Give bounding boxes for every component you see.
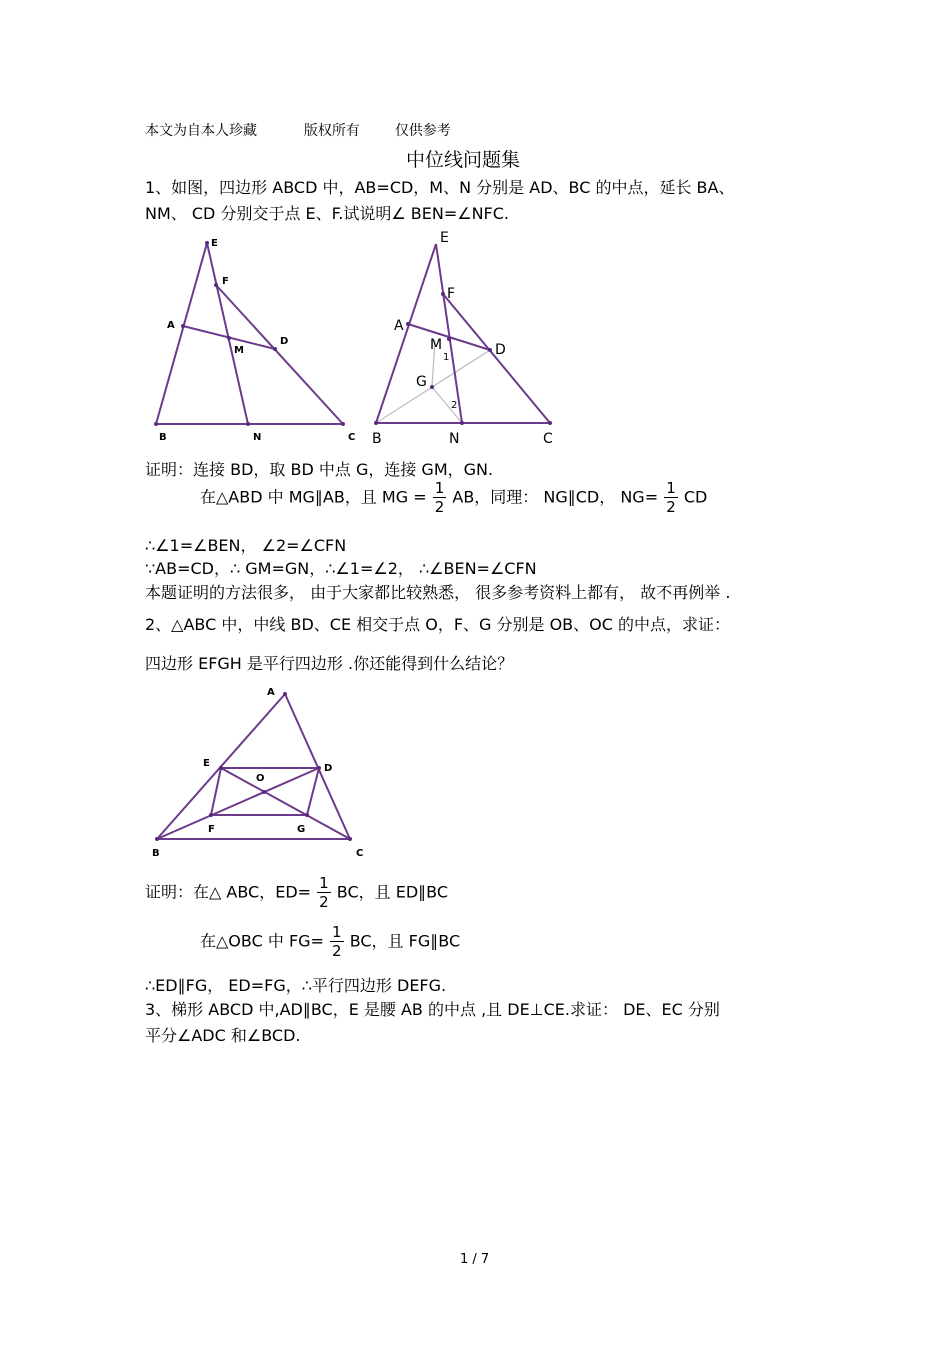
point-label-F: F — [447, 286, 456, 302]
point-label-A: A — [267, 687, 275, 698]
point-label-D: D — [495, 342, 506, 358]
notice-copyright: 版权所有 — [303, 123, 360, 139]
problem1-proof-line3: ∴∠1=∠BEN， ∠2=∠CFN — [145, 536, 347, 555]
header-notice — [145, 120, 451, 140]
segment-BD — [157, 768, 319, 839]
point-label-N: N — [253, 432, 262, 443]
problem2-proof-line3: ∴ED∥FG， ED=FG，∴平行四边形 DEFG. — [145, 976, 447, 995]
problem2-line2: 四边形 EFGH 是平行四边形 .你还能得到什么结论？ — [145, 654, 514, 673]
point-label-D: D — [324, 763, 333, 774]
point-label-E: E — [211, 238, 218, 249]
fraction-one-half: $\frac{1}{2}$ — [666, 479, 676, 516]
point-label-E: E — [440, 230, 449, 246]
problem2-figure — [145, 682, 380, 862]
point-label-G: G — [297, 824, 306, 835]
problem1-figure-right — [365, 226, 565, 451]
segment-EB — [156, 243, 207, 424]
point-label-F: F — [222, 276, 229, 287]
problem1-line1: 1、如图，四边形 ABCD 中，AB=CD，M、N 分别是 AD、BC 的中点，延长 BA、 — [145, 178, 735, 197]
segment-GD — [307, 768, 319, 815]
angle-label-2: 2 — [451, 400, 458, 411]
problem2-proof-line2: 在△OBC 中 FG= $\frac{1}{2}$ BC，且 FG∥BC — [200, 923, 461, 960]
point-label-N: N — [449, 431, 460, 447]
problem1-proof-line1: 证明：连接 BD，取 BD 中点 G，连接 GM，GN. — [145, 460, 494, 479]
angle-label-1: 1 — [443, 352, 450, 363]
problem3-line2: 平分∠ADC 和∠BCD. — [145, 1026, 301, 1045]
problem2-proof-line1: 证明：在△ ABC，ED= $\frac{1}{2}$ BC，且 ED∥BC — [145, 874, 449, 911]
point-label-C: C — [348, 432, 356, 443]
problem1-proof-line2: 在△ABD 中 MG∥AB，且 MG = $\frac{1}{2}$ AB，同理： NG∥CD， NG= $\frac{1}{2}$ CD — [200, 479, 708, 516]
point-label-A: A — [394, 318, 404, 334]
fraction-one-half: $\frac{1}{2}$ — [434, 479, 445, 516]
point-label-E: E — [203, 758, 210, 769]
problem3-line1: 3、梯形 ABCD 中,AD∥BC，E 是腰 AB 的中点 ,且 DE⊥CE.求证： DE、EC 分别 — [145, 1000, 720, 1019]
segment-AC — [285, 694, 350, 839]
point-label-M: M — [430, 337, 443, 353]
point-label-B: B — [372, 431, 382, 447]
problem2-line1: 2、△ABC 中，中线 BD、CE 相交于点 O，F、G 分别是 OB、OC 的中点，求证： — [145, 615, 731, 634]
notice-collected: 本文为自本人珍藏 — [145, 123, 257, 139]
point-label-B: B — [152, 848, 160, 859]
fraction-one-half: $\frac{1}{2}$ — [319, 874, 329, 911]
point-label-C: C — [356, 848, 364, 859]
point-label-C: C — [543, 431, 553, 447]
problem1-figure-left — [145, 232, 375, 447]
problem1-proof-line5: 本题证明的方法很多， 由于大家都比较熟悉， 很多参考资料上都有， 故不再例举 . — [145, 583, 731, 602]
point-label-M: M — [234, 345, 244, 356]
page-title: 中位线问题集 — [406, 149, 521, 171]
point-label-D: D — [280, 336, 289, 347]
point-label-A: A — [167, 320, 175, 331]
point-label-O: O — [256, 773, 265, 784]
page-number: 1 / 7 — [460, 1252, 490, 1267]
point-label-B: B — [159, 432, 167, 443]
segment-EB — [376, 244, 436, 423]
problem1-line2: NM、 CD 分别交于点 E、F.试说明∠ BEN=∠NFC. — [145, 204, 510, 223]
point-label-G: G — [416, 374, 427, 390]
point-label-F: F — [208, 824, 215, 835]
fraction-one-half: $\frac{1}{2}$ — [332, 923, 342, 960]
notice-reference: 仅供参考 — [394, 123, 451, 139]
problem1-proof-line4: ∵AB=CD，∴ GM=GN，∴∠1=∠2， ∴∠BEN=∠CFN — [145, 559, 537, 578]
